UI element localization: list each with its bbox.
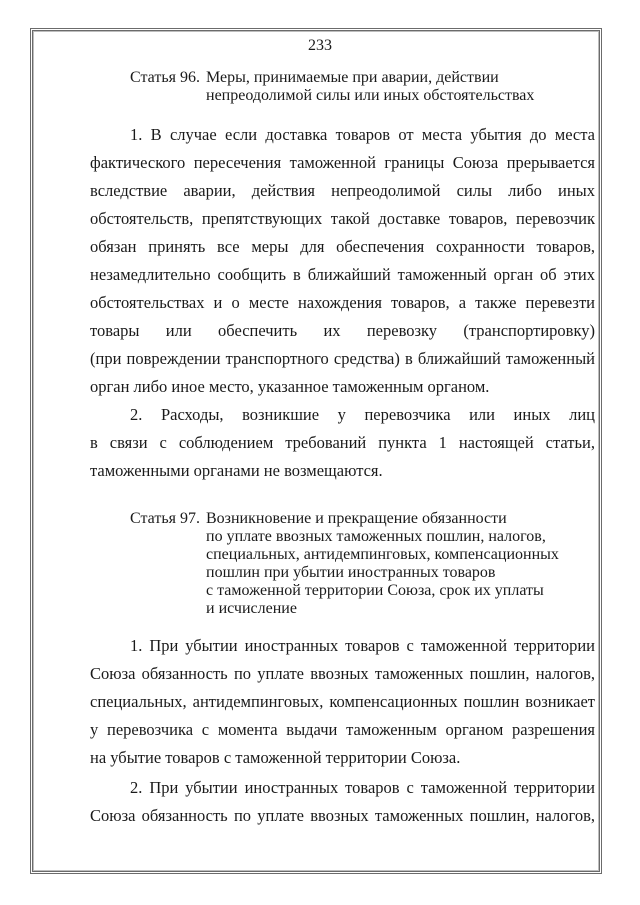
- article-96-paragraph-1: [90, 121, 595, 401]
- text-line: Союза обязанность по уплате ввозных таможенных пошлин, налогов,: [90, 806, 595, 825]
- article-97-title-line: Возникновение и прекращение обязанности: [206, 510, 507, 527]
- text-line: фактического пересечения таможенной границы Союза прерывается: [90, 153, 595, 172]
- text-line: на убытие товаров с таможенной территории Союза.: [90, 748, 461, 767]
- text-line: незамедлительно сообщить в ближайший таможенный орган об этих: [90, 265, 595, 284]
- text-line: у перевозчика с момента выдачи таможенным органом разрешения: [90, 720, 595, 739]
- page-number: 233: [308, 37, 332, 54]
- article-96-heading: [130, 69, 590, 109]
- article-96-title-line: Меры, принимаемые при аварии, действии: [206, 69, 499, 86]
- article-97-paragraph-1: [90, 632, 595, 772]
- article-97-title: [130, 510, 590, 618]
- article-97-title-line: и исчисление: [206, 600, 297, 617]
- text-line: 1. При убытии иностранных товаров с таможенной территории: [130, 636, 595, 655]
- text-line: обстоятельств, препятствующих такой доставке товаров, перевозчик: [90, 209, 595, 228]
- article-97-title-line: пошлин при убытии иностранных товаров: [206, 564, 496, 581]
- text-line: 2. При убытии иностранных товаров с таможенной территории: [130, 778, 595, 797]
- text-line: вследствие аварии, действия непреодолимой силы либо иных: [90, 181, 595, 200]
- text-line: товары или обеспечить их перевозку (транспортировку): [90, 321, 595, 340]
- text-line: 1. В случае если доставка товаров от места убытия до места: [130, 125, 595, 144]
- text-line: в связи с соблюдением требований пункта 1 настоящей статьи,: [90, 433, 595, 452]
- article-97-title-line: с таможенной территории Союза, срок их уплаты: [206, 582, 544, 599]
- text-line: орган либо иное место, указанное таможенным органом.: [90, 377, 490, 396]
- article-97-number: Статья 97.: [130, 510, 200, 527]
- article-97-title-line: специальных, антидемпинговых, компенсационных: [206, 546, 559, 563]
- article-96-title: [130, 69, 590, 105]
- article-96-number: Статья 96.: [130, 69, 200, 86]
- text-line: специальных, антидемпинговых, компенсационных пошлин возникает: [90, 692, 595, 711]
- text-line: 2. Расходы, возникшие у перевозчика или иных лиц: [130, 405, 595, 424]
- article-97-heading: [130, 510, 590, 620]
- text-line: обязан принять все меры для обеспечения сохранности товаров,: [90, 237, 595, 256]
- article-96-title-line: непреодолимой силы или иных обстоятельствах: [206, 87, 535, 104]
- text-line: обстоятельствах и о месте нахождения товаров, а также перевезти: [90, 293, 595, 312]
- text-line: таможенными органами не возмещаются.: [90, 461, 383, 480]
- article-97-title-line: по уплате ввозных таможенных пошлин, налогов,: [206, 528, 546, 545]
- text-line: (при повреждении транспортного средства) в ближайший таможенный: [90, 349, 595, 368]
- article-97-paragraph-2: [90, 774, 595, 830]
- article-96-paragraph-2: [90, 401, 595, 485]
- text-line: Союза обязанность по уплате ввозных таможенных пошлин, налогов,: [90, 664, 595, 683]
